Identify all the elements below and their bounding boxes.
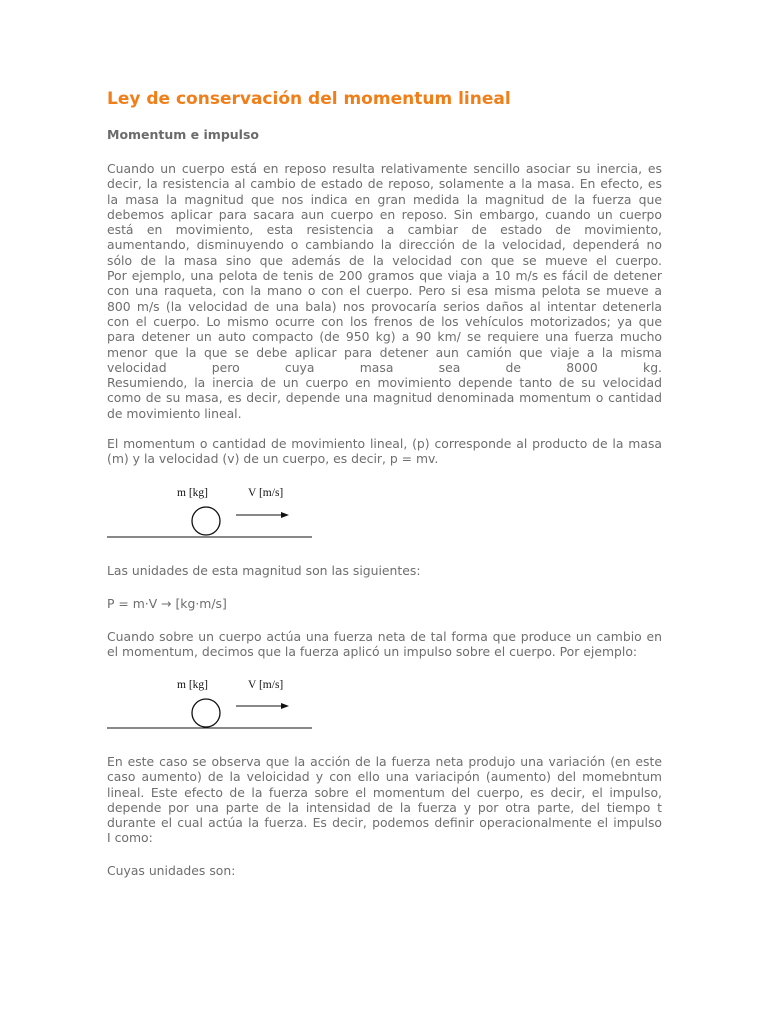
text-line: velocidad pero cuya masa sea de 8000 kg. (107, 359, 662, 375)
text-line: (m) y la velocidad (v) de un cuerpo, es decir, p = mv. (107, 451, 439, 467)
text-line: Resumiendo, la inercia de un cuerpo en movimiento depende tanto de su velocidad (107, 375, 662, 391)
text-line: 800 m/s (la velocidad de una bala) nos provocaría serios daños al intentar detenerla (107, 298, 662, 314)
text-line: sólo de la masa sino que además de la velocidad con que se mueve el cuerpo. (107, 252, 662, 268)
text-line: está en movimiento, esta resistencia a cambiar de estado de movimiento, (107, 222, 662, 238)
text-line: para detener un auto compacto (de 950 kg) a 90 km/ se requiere una fuerza mucho (107, 329, 662, 345)
text-line: la masa la magnitud que nos indica en gran medida la magnitud de la fuerza que (107, 191, 662, 207)
text-line: Las unidades de esta magnitud son las siguientes: (107, 563, 421, 578)
mass-label: m [kg] (177, 487, 208, 499)
text-line: Por ejemplo, una pelota de tenis de 200 gramos que viaja a 10 m/s es fácil de detener (107, 268, 662, 284)
text-line: caso aumento) de la veloicidad y con ello una variacipón (aumento) del momebntum (107, 769, 662, 785)
paragraph-impulse-units (107, 863, 662, 878)
text-line: como de su masa, es decir, depende una magnitud denominada momentum o cantidad (107, 390, 662, 406)
mass-label: m [kg] (177, 679, 208, 691)
text-line: lineal. Este efecto de la fuerza sobre el momentum del cuerpo, es decir, el impulso, (107, 784, 662, 800)
text-line: Cuyas unidades son: (107, 863, 236, 878)
text-line: durante el cual actúa la fuerza. Es decir, podemos definir operacionalmente el impulso (107, 815, 662, 831)
body-circle (192, 507, 220, 535)
text-line: El momentum o cantidad de movimiento lineal, (p) corresponde al producto de la masa (107, 436, 662, 451)
text-line: el momentum, decimos que la fuerza aplicó un impulso sobre el cuerpo. Por ejemplo: (107, 644, 638, 660)
text-line: Cuando un cuerpo está en reposo resulta relativamente sencillo asociar su inercia, es (107, 161, 662, 176)
velocity-arrow-head (281, 512, 289, 518)
text-line: depende por una parte de la intensidad de la fuerza y por otra parte, del tiempo t (107, 799, 662, 815)
text-line: con el cuerpo. Lo mismo ocurre con los frenos de los vehículos motorizados; ya que (107, 313, 662, 329)
velocity-label: V [m/s] (248, 679, 284, 691)
text-line: decir, la resistencia al cambio de estado de reposo, solamente a la masa. En efecto, es (107, 176, 662, 192)
text-line: debemos aplicar para sacara aun cuerpo en reposo. Sin embargo, cuando un cuerpo (107, 206, 662, 222)
momentum-diagram (107, 483, 317, 543)
paragraph-impulse-definition (107, 754, 662, 846)
paragraph-impulse-intro (107, 629, 662, 660)
impulse-diagram (107, 675, 317, 735)
page-title: Ley de conservación del momentum lineal (107, 89, 511, 109)
text-line: con una raqueta, con la mano o con el cuerpo. Pero si esa misma pelota se mueve a (107, 283, 662, 299)
paragraph-momentum-definition (107, 436, 662, 467)
formula-text: P = m·V → [kg·m/s] (107, 596, 227, 611)
text-line: Cuando sobre un cuerpo actúa una fuerza neta de tal forma que produce un cambio en (107, 629, 662, 644)
paragraph-inertia (107, 161, 662, 421)
text-line: En este caso se observa que la acción de la fuerza neta produjo una variación (en este (107, 754, 662, 769)
velocity-arrow-head (281, 703, 289, 709)
text-line: menor que la que se debe aplicar para detener aun camión que viaje a la misma (107, 344, 662, 360)
momentum-formula (107, 596, 662, 611)
text-line: I como: (107, 830, 153, 846)
section-subtitle: Momentum e impulso (107, 127, 259, 142)
text-line: de movimiento lineal. (107, 405, 242, 421)
text-line: aumentando, disminuyendo o cambiando la dirección de la velocidad, dependerá no (107, 237, 662, 253)
body-circle (192, 699, 220, 727)
document-page (107, 88, 662, 878)
paragraph-units-intro (107, 563, 662, 578)
velocity-label: V [m/s] (248, 487, 284, 499)
